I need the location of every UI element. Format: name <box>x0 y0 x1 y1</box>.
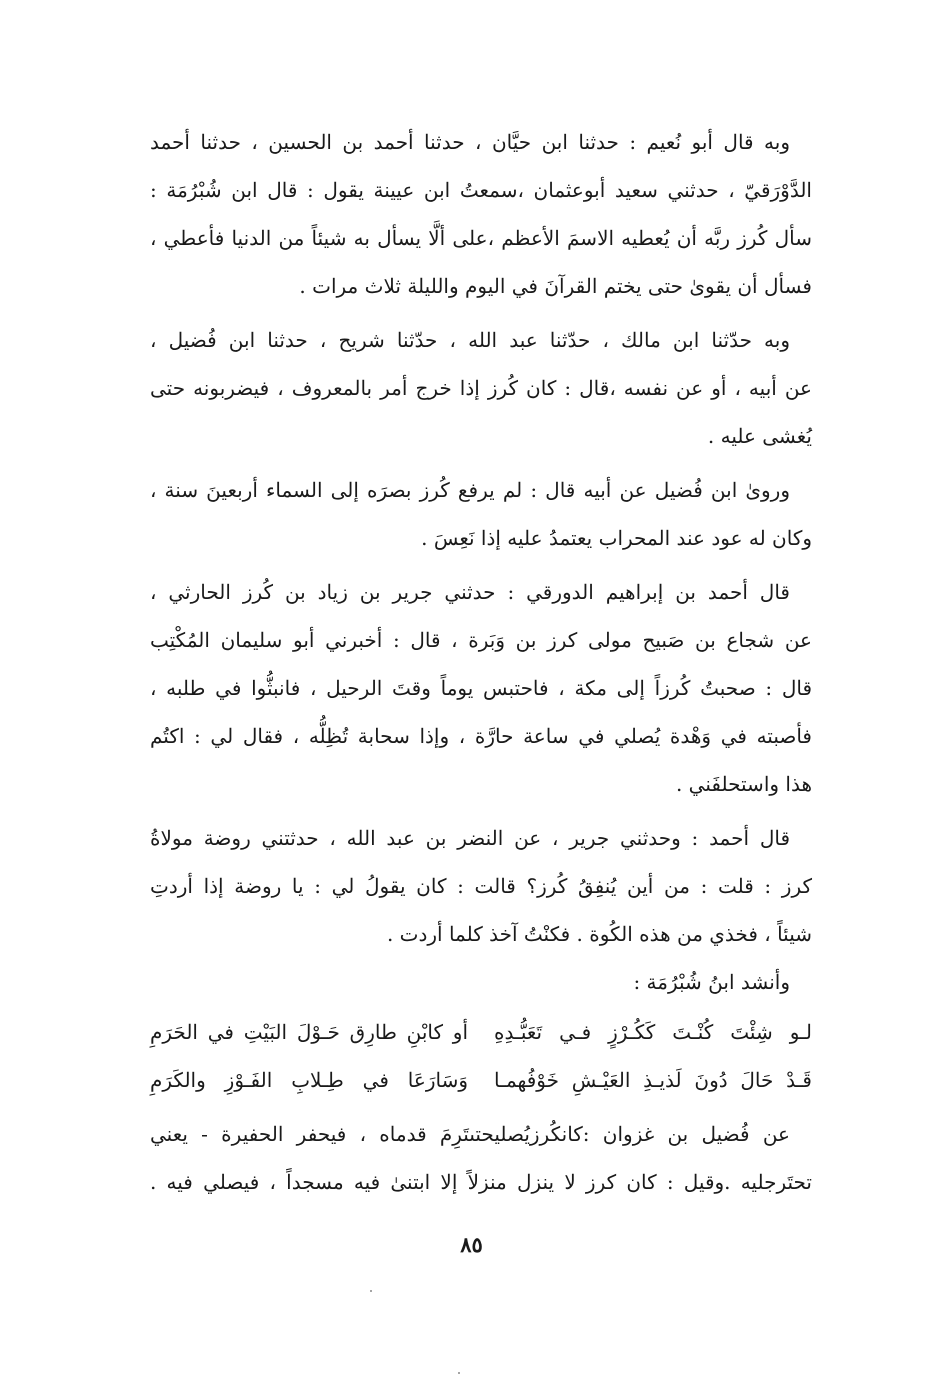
text-line: عن أبيه ، أو عن نفسه ،قال : كان كُرز إذا خرج أمر بالمعروف ، فيضربونه حتى <box>150 376 812 400</box>
text-line: تحتَرجليه .وقيل : كان كرز لا ينزل منزلاً إلا ابتنىٰ فيه مسجداً ، فيصلي فيه . <box>150 1170 812 1194</box>
paragraph-4 <box>150 568 812 808</box>
poem-verse <box>150 1056 812 1104</box>
verse-second-hemistich: أو كابْنِ طارِق حَـوْلَ البَيْتِ في الحَرَمِ <box>150 1020 468 1044</box>
paragraph-2 <box>150 316 812 460</box>
text-line: قال أحمد : وحدثني جرير ، عن النضر بن عبد الله ، حدثتني روضة مولاةُ <box>150 826 790 850</box>
text-line: هذا واستحلفَني . <box>675 772 812 796</box>
paragraph-3 <box>150 466 812 562</box>
paragraph-5 <box>150 814 812 958</box>
text-line: وبه حدّثنا ابن مالك ، حدّثنا عبد الله ، حدّثنا شريح ، حدثنا ابن فُضيل ، <box>150 328 790 352</box>
page-body <box>150 118 812 1206</box>
poem-verse <box>150 1008 812 1056</box>
text-line: سأل كُرز ربَّه أن يُعطيه الاسمَ الأعظم ،على ألَّا يسأل به شيئاً من الدنيا فأعطي ، <box>150 226 812 250</box>
paragraph-final <box>150 1110 812 1206</box>
text-line: وكان له عود عند المحراب يعتمدُ عليه إذا نَعِسَ . <box>421 526 812 550</box>
text-line: عن شجاع بن صَبيح مولى كرز بن وَبَرة ، قال : أخبرني أبو سليمان المُكْتِب <box>150 628 812 652</box>
verse-second-hemistich: وَسَارَعَا في طِـلابِ الفَـوْزِ والكَرَمِ <box>150 1068 468 1092</box>
text-line: قال : صحبتُ كُرزاً إلى مكة ، فاحتبس يوماً وقتَ الرحيل ، فانبثُّوا في طلبه ، <box>150 676 813 700</box>
poem-intro: وأنشد ابنُ شُبْرُمَة : <box>633 970 790 994</box>
paragraph-1 <box>150 118 812 310</box>
page-number: ٨٥ <box>460 1232 483 1257</box>
text-line: يُغشى عليه . <box>707 424 812 448</box>
text-line: فأصبته في وَهْدة يُصلي في ساعة حارَّة ، وإذا سحابة تُظِلُّه ، فقال لي : اكتُم <box>150 724 812 748</box>
text-line: فسأل أن يقوىٰ حتى يختم القرآنَ في اليوم والليلة ثلاث مرات . <box>299 274 812 298</box>
text-line: وروىٰ ابن فُضيل عن أبيه قال : لم يرفع كُرز بصرَه إلى السماء أربعينَ سنة ، <box>150 478 790 502</box>
verse-first-hemistich: لـو شِئْتَ كُنْـتَ كَكُـرْزٍ فـي تَعَبُّـدِهِ <box>494 1020 812 1044</box>
poem <box>150 1008 812 1104</box>
text-line: وبه قال أبو نُعيم : حدثنا ابن حيَّان ، حدثنا أحمد بن الحسين ، حدثنا أحمد <box>150 130 790 154</box>
scan-speck <box>370 1290 372 1292</box>
text-line: كرز : قلت : من أين يُنفِقُ كُرز؟ قالت : كان يقولُ لي : يا روضة إذا أردتِ <box>150 874 812 898</box>
text-line: شيئاً ، فخذي من هذه الكُوة . فكنْتُ آخذ كلما أردت . <box>386 922 812 946</box>
text-line: قال أحمد بن إبراهيم الدورقي : حدثني جرير بن زياد بن كُرز الحارثي ، <box>150 580 790 604</box>
verse-first-hemistich: قَـدْ حَالَ دُونَ لَذيـذِ العَيْـشِ خَوْفُهمـا <box>494 1068 812 1092</box>
text-line: عن فُضيل بن غزوان :كانكُرزيُصليحتىتَرِمَ قدماه ، فيحفر الحفيرة - يعني <box>150 1122 790 1146</box>
text-line: الدَّوْرَقيّ ، حدثني سعيد أبوعثمان ،سمعتُ ابن عيينة يقول : قال ابن شُبْرُمَة : <box>150 178 812 202</box>
